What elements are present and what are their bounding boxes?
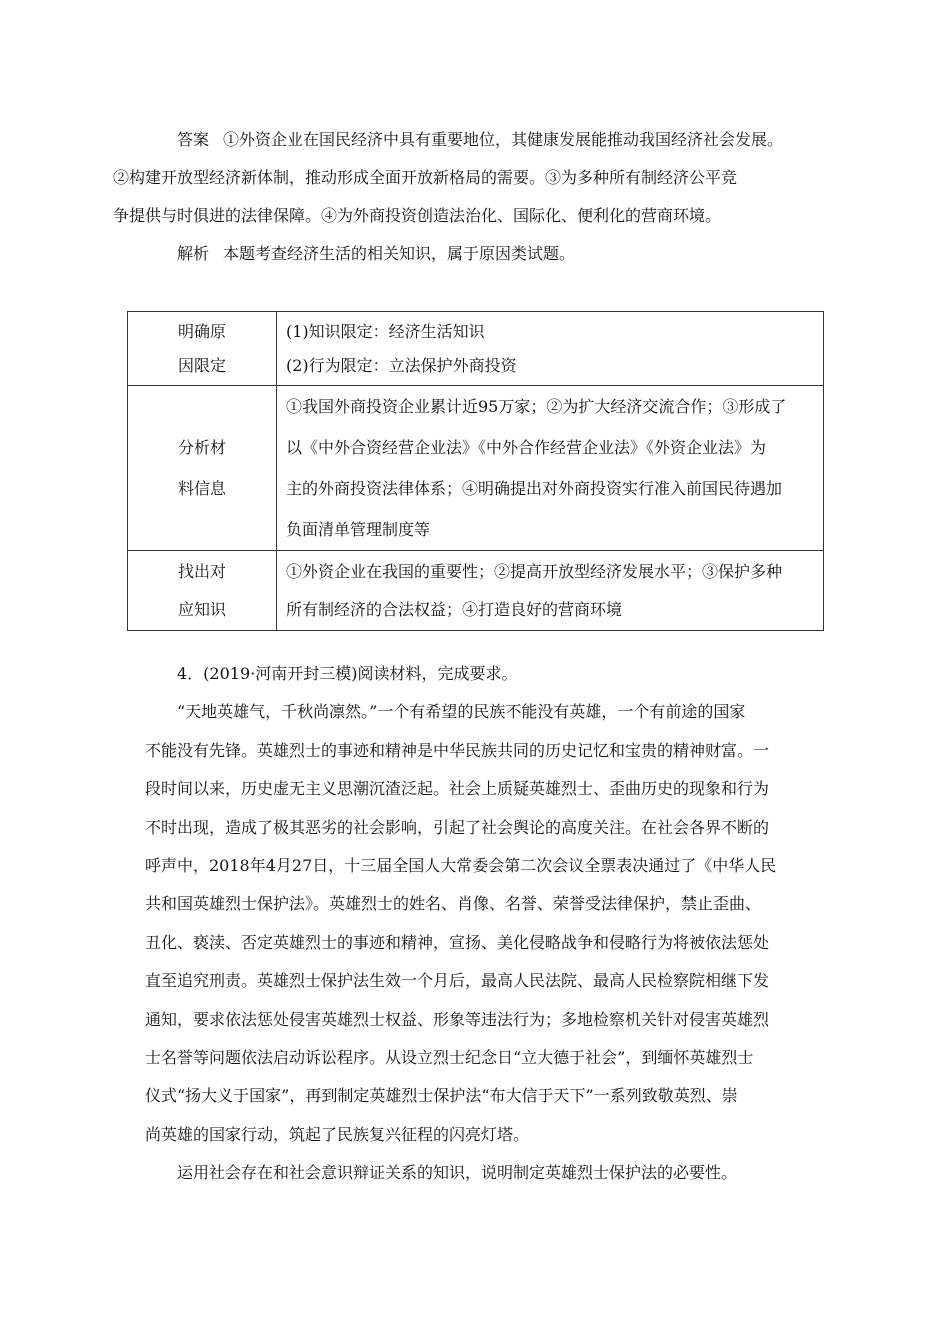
row-content-line: 主的外商投资法律体系；④明确提出对外商投资实行准入前国民待遇加 — [286, 479, 783, 498]
material-line: 呼声中，2018年4月27日，十三届全国人大常委会第二次会议全票表决通过了《中华人民 — [145, 856, 777, 876]
row-content-line: (2)行为限定：立法保护外商投资 — [286, 355, 517, 375]
material-line: 直至追究刑责。英雄烈士保护法生效一个月后，最高人民法院、最高人民检察院相继下发 — [145, 971, 770, 991]
row-content-line: 以《中外合资经营企业法》《中外合作经营企业法》《外资企业法》为 — [286, 438, 767, 457]
answer-line-2: ②构建开放型经济新体制，推动形成全面开放新格局的需要。③为多种所有制经济公平竞 — [113, 168, 738, 187]
material-line: 共和国英雄烈士保护法》。英雄烈士的姓名、肖像、名誉、荣誉受法律保护，禁止歪曲、 — [145, 894, 762, 914]
row-content-line: (1)知识限定：经济生活知识 — [286, 321, 485, 341]
row-content-line: 负面清单管理制度等 — [286, 520, 431, 539]
table-row — [128, 551, 824, 631]
answer-line-1 — [145, 121, 820, 159]
row-content-cell — [277, 312, 824, 386]
analysis-label: 解析 — [177, 244, 210, 263]
material-line: 不时出现，造成了极其恶劣的社会影响，引起了社会舆论的高度关注。在社会各界不断的 — [145, 817, 770, 837]
row-header-line: 因限定 — [177, 355, 226, 375]
row-content-line: ①外资企业在我国的重要性；②提高开放型经济发展水平；③保护多种 — [286, 561, 783, 581]
table-row — [128, 386, 824, 551]
row-header-cell — [128, 386, 277, 551]
answer-line-3: 争提供与时俱进的法律保障。④为外商投资创造法治化、国际化、便利化的营商环境。 — [113, 206, 722, 225]
material-line: 通知，要求依法惩处侵害英雄烈士权益、形象等违法行为；多地检察机关针对侵害英雄烈 — [145, 1009, 770, 1029]
row-content-line: ①我国外商投资企业累计近95万家；②为扩大经济交流合作；③形成了 — [286, 397, 787, 416]
row-header-line: 料信息 — [177, 479, 226, 498]
material-line: 仪式“扬大义于国家”，再到制定英雄烈士保护法“布大信于天下”一系列致敬英烈、崇 — [145, 1086, 738, 1106]
material-line: 丑化、亵渎、否定英雄烈士的事迹和精神，宣扬、美化侵略战争和侵略行为将被依法惩处 — [145, 932, 770, 952]
material-line: “天地英雄气，千秋尚凛然。”一个有希望的民族不能没有英雄，一个有前途的国家 — [177, 702, 746, 722]
row-header-cell — [128, 551, 277, 631]
answer-label: 答案 — [177, 130, 210, 149]
row-header-cell — [128, 312, 277, 386]
row-header-line: 应知识 — [177, 599, 226, 619]
row-content-cell — [277, 386, 824, 551]
analysis-text: 本题考查经济生活的相关知识，属于原因类试题。 — [223, 244, 576, 263]
table-row — [128, 312, 824, 386]
row-content-cell — [277, 551, 824, 631]
question-4-section — [145, 655, 820, 1193]
row-header-line: 明确原 — [177, 321, 226, 341]
answer-section — [113, 121, 820, 273]
row-content-line: 所有制经济的合法权益；④打造良好的营商环境 — [286, 599, 623, 619]
question-4-heading: 4．(2019·河南开封三模)阅读材料，完成要求。 — [177, 664, 518, 683]
row-header-line: 找出对 — [177, 561, 226, 581]
material-line: 士名誉等问题依法启动诉讼程序。从设立烈士纪念日“立大德于社会”，到缅怀英雄烈士 — [145, 1048, 754, 1068]
analysis-line — [145, 235, 820, 273]
answer-text-1: ①外资企业在国民经济中具有重要地位，其健康发展能推动我国经济社会发展。 — [223, 130, 784, 149]
analysis-table — [127, 311, 824, 631]
row-header-line: 分析材 — [177, 438, 226, 457]
material-line: 尚英雄的国家行动，筑起了民族复兴征程的闪亮灯塔。 — [145, 1124, 530, 1144]
question-4-requirement: 运用社会存在和社会意识辩证关系的知识，说明制定英雄烈士保护法的必要性。 — [177, 1163, 738, 1183]
material-line: 不能没有先锋。英雄烈士的事迹和精神是中华民族共同的历史记忆和宝贵的精神财富。一 — [145, 740, 770, 760]
material-line: 段时间以来，历史虚无主义思潮沉渣泛起。社会上质疑英雄烈士、歪曲历史的现象和行为 — [145, 779, 770, 799]
